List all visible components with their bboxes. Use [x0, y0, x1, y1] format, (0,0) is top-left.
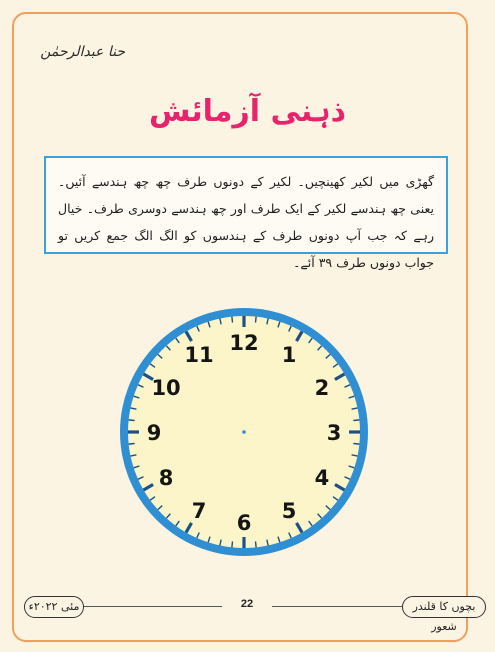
clock-center-dot — [242, 430, 246, 434]
author-name: حنا عبدالرحمٰن — [40, 44, 125, 60]
clock-number-2: 2 — [314, 376, 330, 400]
clock-minor-tick — [255, 541, 256, 547]
clock-number-9: 9 — [146, 421, 162, 445]
clock-number-1: 1 — [281, 343, 297, 368]
clock-number-12: 12 — [229, 331, 259, 355]
clock-face — [114, 302, 374, 562]
clock-minor-tick — [232, 541, 233, 547]
clock-minor-tick — [129, 443, 135, 444]
clock-number-8: 8 — [158, 466, 174, 490]
clock-number-10: 10 — [151, 376, 181, 400]
clock-number-6: 6 — [236, 511, 252, 535]
clock-number-3: 3 — [326, 421, 342, 445]
clock-minor-tick — [353, 443, 359, 444]
clock-minor-tick — [255, 317, 256, 323]
clock-minor-tick — [129, 420, 135, 421]
footer-magazine-name: بچوں کا قلندر شعور — [402, 596, 486, 618]
clock-number-5: 5 — [281, 498, 297, 523]
clock-minor-tick — [353, 420, 359, 421]
puzzle-box — [44, 156, 448, 270]
footer-rule-right — [272, 606, 402, 607]
clock-number-4: 4 — [314, 466, 330, 490]
clock-number-11: 11 — [184, 343, 214, 368]
footer-rule-left — [82, 606, 222, 607]
footer-date: مئی ۲۰۲۲ء — [24, 596, 84, 618]
page-title: ذہنی آزمائش — [148, 94, 347, 129]
page-number: 22 — [232, 598, 262, 610]
clock-number-7: 7 — [191, 498, 207, 523]
clock-minor-tick — [232, 317, 233, 323]
puzzle-text: گھڑی میں لکیر کھینچیں۔ لکیر کے دونوں طرف چھ چھ ہندسے آئیں۔ یعنی چھ ہندسے لکیر کے ایک طرف اور چھ ہندسے دوسری طرف۔ خیال رہے کہ جب آپ دونوں طرف کے ہندسوں کو الگ الگ جمع کریں تو جواب دونوں طرف ۳۹ آئے۔ — [58, 174, 434, 270]
